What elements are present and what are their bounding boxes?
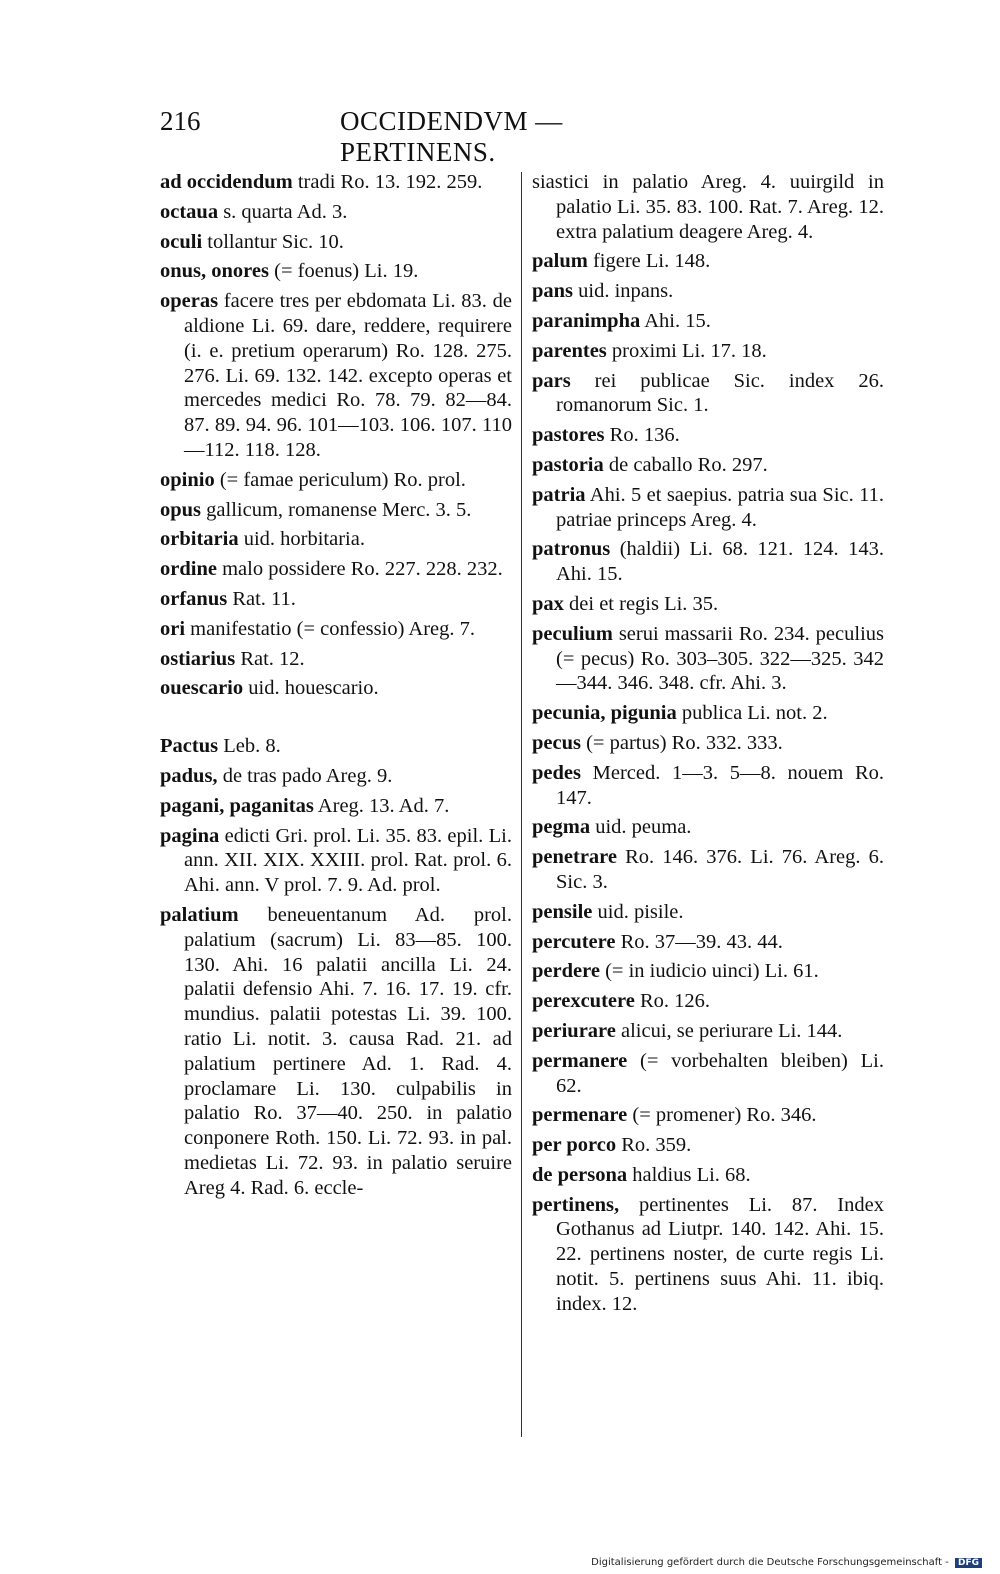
- index-entry: [160, 527, 512, 552]
- entry-headword: operas: [160, 290, 219, 313]
- entry-text: tollantur Sic. 10.: [202, 230, 344, 253]
- entry-headword: pecus: [532, 731, 581, 754]
- index-entry: [532, 701, 884, 726]
- entry-headword: permenare: [532, 1104, 628, 1127]
- footer-credit: Digitalisierung gefördert durch die Deutsche Forschungsgemeinschaft -: [591, 1557, 949, 1568]
- left-column: [160, 170, 512, 1205]
- entry-headword: permanere: [532, 1049, 628, 1072]
- index-entry: [532, 731, 884, 756]
- entry-headword: pars: [532, 369, 571, 392]
- index-entry: [532, 309, 884, 334]
- entry-text: tradi Ro. 13. 192. 259.: [292, 171, 483, 193]
- entry-text: (= promener) Ro. 346.: [627, 1104, 817, 1127]
- index-entry: [532, 930, 884, 955]
- digitization-footer: [591, 1557, 982, 1568]
- entry-headword: palum: [532, 250, 588, 273]
- entry-text: Ro. 37—39. 43. 44.: [615, 930, 783, 953]
- entry-text: (= foenus) Li. 19.: [269, 260, 419, 283]
- entry-headword: ori: [160, 617, 186, 640]
- index-entry: [160, 734, 512, 759]
- index-entry: [532, 483, 884, 533]
- page-number: 216: [160, 106, 201, 136]
- entry-headword: percutere: [532, 930, 616, 953]
- entry-headword: pax: [532, 592, 564, 615]
- entry-text: serui massarii Ro. 234. peculius (= pecus) Ro. 303–305. 322—325. 342—344. 346. 348. cfr. Ahi. 3.: [556, 622, 884, 695]
- entry-headword: patria: [532, 483, 586, 506]
- entry-text: facere tres per ebdomata Li. 83. de aldione Li. 69. dare, reddere, requirere (i. e. pretium operarum) Ro. 128. 275. 276. Li. 69. 132. 142. excepto operas et mercedes medici Ro. 78. 79. 82—84. 87. 89. 94. 96. 101—103. 106. 107. 110—112. 118. 128.: [184, 290, 512, 461]
- index-entry: [160, 587, 512, 612]
- entry-text: uid. horbitaria.: [238, 528, 365, 551]
- entry-text: proximi Li. 17. 18.: [606, 339, 767, 362]
- entry-text: Merced. 1—3. 5—8. nouem Ro. 147.: [556, 761, 884, 809]
- entry-headword: per porco: [532, 1134, 617, 1157]
- entry-text: Ro. 126.: [634, 990, 711, 1013]
- entry-headword: pensile: [532, 900, 593, 923]
- entry-headword: pagani, paganitas: [160, 794, 314, 817]
- dfg-logo: DFG: [955, 1558, 982, 1568]
- index-entry: [532, 900, 884, 925]
- entry-text: (= in iudicio uinci) Li. 61.: [599, 960, 819, 983]
- right-column: [532, 170, 884, 1322]
- index-entry: [532, 339, 884, 364]
- index-entry: [160, 200, 512, 225]
- index-entry: [532, 815, 884, 840]
- entry-headword: ouescario: [160, 677, 244, 700]
- index-entry: [532, 622, 884, 696]
- entry-text: (haldii) Li. 68. 121. 124. 143. Ahi. 15.: [556, 538, 884, 586]
- entry-text: pertinentes Li. 87. Index Gothanus ad Liutpr. 140. 142. Ahi. 15. 22. pertinens noster, de curte regis Li. notit. 5. pertinens suus Ahi. 11. ibiq. index. 12.: [556, 1193, 884, 1315]
- entry-text: Areg. 13. Ad. 7.: [313, 794, 450, 817]
- entry-text: de caballo Ro. 297.: [603, 453, 768, 476]
- entry-headword: oculi: [160, 230, 203, 253]
- index-entry: [532, 249, 884, 274]
- entry-headword: onus, onores: [160, 260, 269, 283]
- entry-headword: palatium: [160, 903, 239, 926]
- index-entry: [160, 617, 512, 642]
- entry-text: malo possidere Ro. 227. 228. 232.: [216, 558, 503, 581]
- entry-headword: paranimpha: [532, 309, 641, 332]
- index-entry: [160, 903, 512, 1201]
- entry-text: haldius Li. 68.: [627, 1163, 751, 1186]
- entry-headword: ordine: [160, 558, 217, 581]
- index-entry: [160, 289, 512, 463]
- index-entry: [532, 1103, 884, 1128]
- index-entry: [532, 592, 884, 617]
- entry-text: uid. peuma.: [590, 816, 692, 839]
- index-entry: [160, 498, 512, 523]
- index-entry: [532, 989, 884, 1014]
- entry-headword: patronus: [532, 538, 611, 561]
- index-entry: [532, 369, 884, 419]
- entry-text: s. quarta Ad. 3.: [218, 200, 348, 223]
- entry-text: publica Li. not. 2.: [676, 702, 828, 725]
- entry-headword: penetrare: [532, 846, 618, 869]
- index-entry: [532, 1163, 884, 1188]
- index-entry: [160, 676, 512, 701]
- index-entry: [160, 259, 512, 284]
- index-entry: [532, 279, 884, 304]
- index-entry: [532, 1019, 884, 1044]
- entry-headword: pertinens,: [532, 1193, 620, 1216]
- index-entry: [532, 959, 884, 984]
- index-entry: [160, 764, 512, 789]
- entry-text: de tras pado Areg. 9.: [217, 764, 393, 787]
- index-entry: [532, 845, 884, 895]
- entry-headword: orbitaria: [160, 528, 239, 551]
- entry-headword: ostiarius: [160, 647, 236, 670]
- entry-text: rei publicae Sic. index 26. romanorum Sic. 1.: [556, 369, 884, 417]
- entry-text: edicti Gri. prol. Li. 35. 83. epil. Li. ann. XII. XIX. XXIII. prol. Rat. prol. 6. Ahi. ann. V prol. 7. 9. Ad. prol.: [184, 824, 512, 897]
- entry-text: Ahi. 15.: [640, 309, 711, 332]
- entry-text: Ro. 136.: [604, 424, 680, 447]
- entry-headword: peculium: [532, 622, 613, 645]
- entry-text: Ahi. 5 et saepius. patria sua Sic. 11. patriae princeps Areg. 4.: [556, 483, 884, 531]
- entry-text: Leb. 8.: [218, 735, 281, 758]
- index-entry: [532, 170, 884, 244]
- entry-text: dei et regis Li. 35.: [563, 592, 719, 615]
- entry-headword: opinio: [160, 468, 215, 491]
- entry-text: Ro. 146. 376. Li. 76. Areg. 6. Sic. 3.: [556, 846, 884, 893]
- entry-text: Rat. 12.: [235, 647, 305, 670]
- entry-text: uid. inpans.: [573, 280, 674, 303]
- entry-text: (= vorbehalten bleiben) Li. 62.: [556, 1049, 884, 1097]
- entry-headword: pedes: [532, 761, 581, 784]
- entry-headword: padus,: [160, 764, 218, 787]
- entry-headword: perdere: [532, 960, 600, 983]
- column-divider: [521, 172, 522, 1437]
- entry-text: beneuentanum Ad. prol. palatium (sacrum) Li. 83—85. 100. 130. Ahi. 16 palatii ancilla Li. 24. palatii defensio Ahi. 7. 16. 17. 19. cfr. mundius. palatii potestas Li. 39. 100. ratio Li. notit. 3. causa Rad. 21. ad palatium pertinere Ad. 1. Rad. 4. proclamare Li. 130. culpabilis in palatio Ro. 37—40. 250. in palatio conponere Roth. 150. Li. 72. 93. in pal. medietas Li. 72. 93. in palatio seruire Areg 4. Rad. 6. eccle-: [184, 903, 512, 1199]
- entry-headword: Pactus: [160, 735, 219, 758]
- index-entry: [160, 170, 512, 195]
- index-entry: [532, 537, 884, 587]
- entry-text: Rat. 11.: [227, 587, 296, 610]
- entry-headword: octaua: [160, 200, 219, 223]
- entry-headword: perexcutere: [532, 990, 635, 1013]
- index-entry: [532, 1049, 884, 1099]
- entry-text: alicui, se periurare Li. 144.: [615, 1019, 843, 1042]
- index-entry: [532, 453, 884, 478]
- entry-headword: periurare: [532, 1019, 616, 1042]
- index-entry: [160, 230, 512, 255]
- entry-headword: opus: [160, 498, 202, 521]
- entry-headword: pastores: [532, 424, 605, 447]
- index-entry: [532, 423, 884, 448]
- index-entry: [160, 794, 512, 819]
- entry-text: (= partus) Ro. 332. 333.: [580, 731, 783, 754]
- entry-headword: de persona: [532, 1163, 628, 1186]
- running-title: OCCIDENDVM — PERTINENS.: [340, 106, 563, 167]
- entry-headword: orfanus: [160, 587, 228, 610]
- entry-text: siastici in palatio Areg. 4. uuirgild in palatio Li. 35. 83. 100. Rat. 7. Areg. 12. extra palatium deagere Areg. 4.: [532, 171, 884, 243]
- entry-headword: parentes: [532, 339, 607, 362]
- entry-text: figere Li. 148.: [587, 250, 711, 273]
- entry-text: gallicum, romanense Merc. 3. 5.: [201, 498, 472, 521]
- entry-headword: pagina: [160, 824, 220, 847]
- entry-headword: ad occidendum: [160, 171, 293, 193]
- entry-text: manifestatio (= confessio) Areg. 7.: [185, 617, 475, 640]
- index-entry: [160, 557, 512, 582]
- index-entry: [532, 1133, 884, 1158]
- page-header: [160, 106, 710, 167]
- entry-headword: pecunia, pigunia: [532, 702, 677, 725]
- index-entry: [532, 1193, 884, 1317]
- entry-text: Ro. 359.: [616, 1134, 692, 1157]
- entry-text: uid. houescario.: [243, 677, 379, 700]
- entry-headword: pans: [532, 280, 574, 303]
- entry-headword: pastoria: [532, 453, 604, 476]
- entry-text: (= famae periculum) Ro. prol.: [214, 468, 466, 491]
- entry-headword: pegma: [532, 816, 591, 839]
- index-entry: [532, 761, 884, 811]
- entry-text: uid. pisile.: [592, 900, 684, 923]
- index-entry: [160, 468, 512, 493]
- index-entry: [160, 647, 512, 672]
- index-entry: [160, 824, 512, 898]
